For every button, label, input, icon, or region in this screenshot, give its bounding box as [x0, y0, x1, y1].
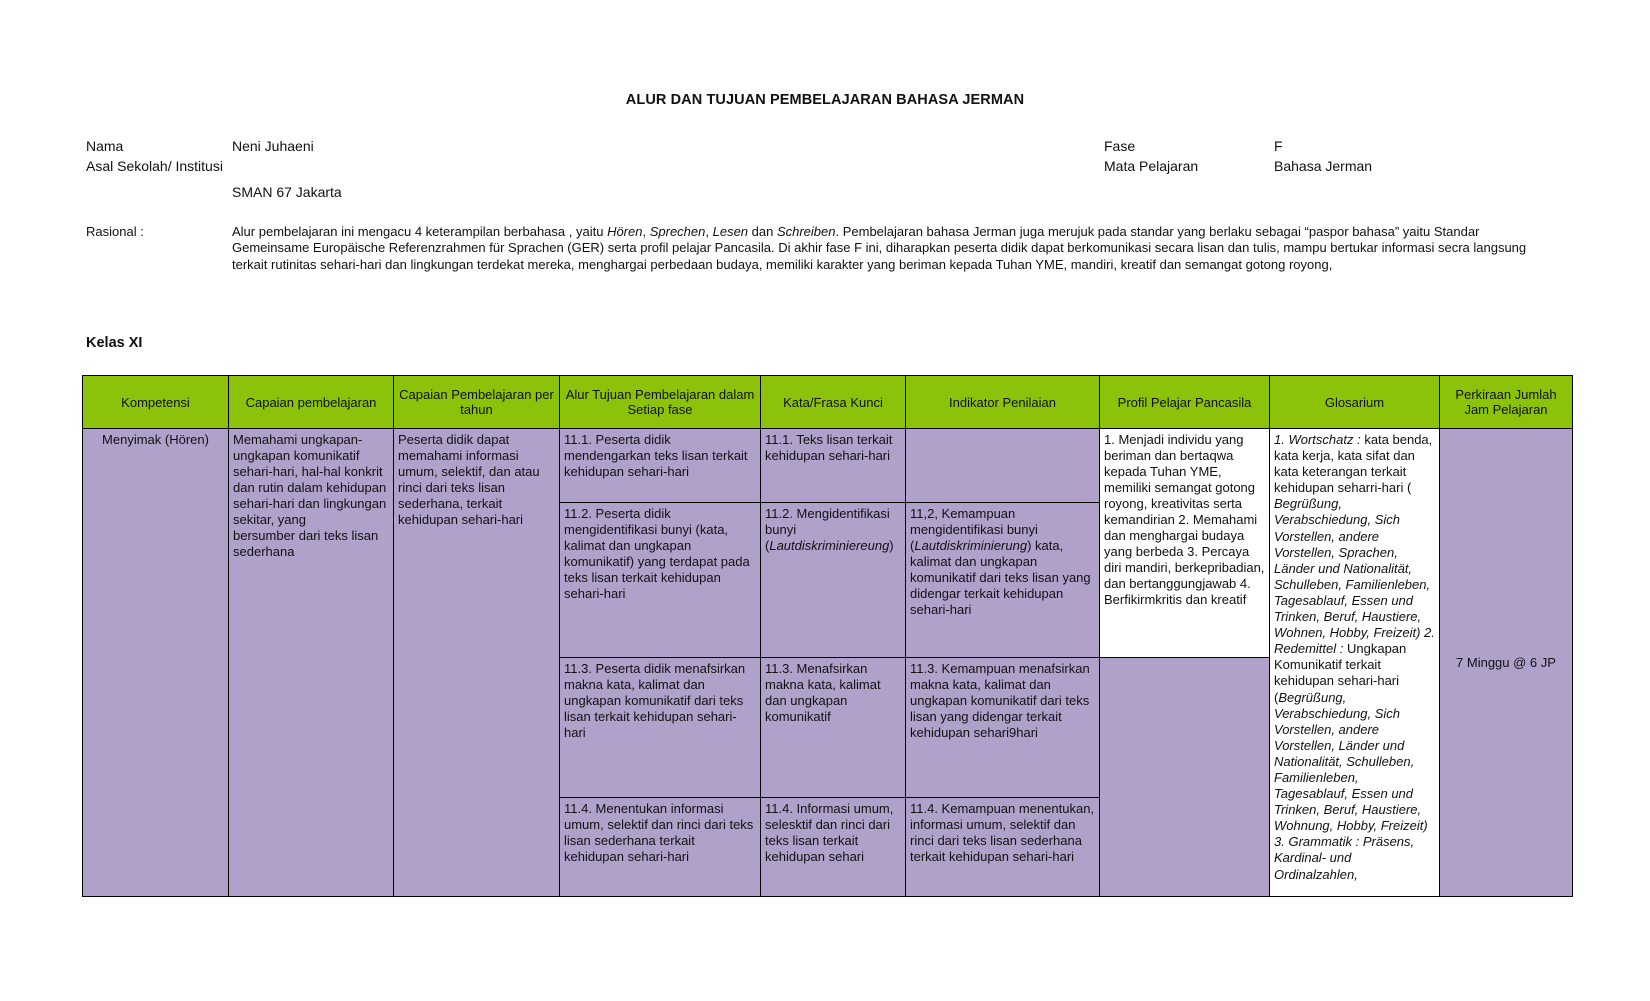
indikator-cell-4: 11.4. Kemampuan menentukan, informasi umum, selektif dan rinci dari teks lisan sederhana terkait kehidupan sehari-hari — [906, 798, 1100, 897]
nama-value: Neni Juhaeni — [232, 138, 314, 154]
kata-cell-2: 11.2. Mengidentifikasi bunyi (Lautdiskriminiereung) — [761, 503, 906, 658]
alur-cell-1: 11.1. Peserta didik mendengarkan teks lisan terkait kehidupan sehari-hari — [560, 429, 761, 503]
header-alur: Alur Tujuan Pembelajaran dalam Setiap fase — [560, 376, 761, 429]
kata-cell-3: 11.3. Menafsirkan makna kata, kalimat dan ungkapan komunikatif — [761, 658, 906, 798]
kata-cell-1: 11.1. Teks lisan terkait kehidupan sehari-hari — [761, 429, 906, 503]
alur-cell-2: 11.2. Peserta didik mengidentifikasi bunyi (kata, kalimat dan ungkapan komunikatif) yang terdapat pada teks lisan terkait kehidupan sehari-hari — [560, 503, 761, 658]
alur-cell-4: 11.4. Menentukan informasi umum, selektif dan rinci dari teks lisan sederhana terkait kehidupan sehari-hari — [560, 798, 761, 897]
document-title: ALUR DAN TUJUAN PEMBELAJARAN BAHASA JERMAN — [625, 92, 1025, 108]
glosarium-cell: 1. Wortschatz : kata benda, kata kerja, kata sifat dan kata keterangan terkait kehidupan seharri-hari ( Begrüßung, Verabschiedung, Sich Vorstellen, andere Vorstellen, Sprachen, Länder und Nationalität, Schulleben, Familienleben, Tagesablauf, Essen und Trinken, Beruf, Haustiere, Wohnen, Hobby, Freizeit) 2. Redemittel : Ungkapan Komunikatif terkait kehidupan sehari-hari (Begrüßung, Verabschiedung, Sich Vorstellen, andere Vorstellen, Länder und Nationalität, Schulleben, Familienleben, Tagesablauf, Essen und Trinken, Beruf, Haustiere, Wohnung, Hobby, Freizeit) 3. Grammatik : Präsens, Kardinal- und Ordinalzahlen, — [1270, 429, 1440, 897]
sekolah-label: Asal Sekolah/ Institusi — [86, 158, 223, 174]
header-kata: Kata/Frasa Kunci — [761, 376, 906, 429]
kompetensi-cell: Menyimak (Hören) — [83, 429, 229, 897]
capaian-tahun-cell: Peserta didik dapat memahami informasi umum, selektif, dan atau rinci dari teks lisan sederhana, terkait kehidupan sehari-hari — [394, 429, 560, 897]
profil-cell: 1. Menjadi individu yang beriman dan bertaqwa kepada Tuhan YME, memiliki semangat gotong royong, kreativitas serta kemandirian 2. Memahami dan menghargai budaya yang berbeda 3. Percaya diri mandiri, berkepribadian, dan bertanggungjawab 4. Berfikirmkritis dan kreatif — [1100, 429, 1270, 658]
header-row — [83, 376, 1573, 429]
mapel-value: Bahasa Jerman — [1274, 158, 1373, 174]
header-glosarium: Glosarium — [1270, 376, 1440, 429]
indikator-cell-2: 11,2, Kemampuan mengidentifikasi bunyi (Lautdiskriminierung) kata, kalimat dan ungkapan komunikatif dari teks lisan yang didengar terkait kehidupan sehari-hari — [906, 503, 1100, 658]
header-capaian-tahun: Capaian Pembelajaran per tahun — [394, 376, 560, 429]
header-capaian: Capaian pembelajaran — [229, 376, 394, 429]
kata-cell-4: 11.4. Informasi umum, selesktif dan rinci dari teks lisan terkait kehidupan sehari — [761, 798, 906, 897]
atp-table — [82, 375, 1573, 897]
alur-cell-3: 11.3. Peserta didik menafsirkan makna kata, kalimat dan ungkapan komunikatif dari teks lisan terkait kehidupan sehari-hari — [560, 658, 761, 798]
table-row — [83, 429, 1573, 503]
mapel-label: Mata Pelajaran — [1104, 158, 1199, 174]
rasional-label: Rasional : — [86, 224, 144, 239]
header-indikator: Indikator Penilaian — [906, 376, 1100, 429]
indikator-cell-1 — [906, 429, 1100, 503]
fase-value: F — [1274, 138, 1283, 154]
capaian-cell: Memahami ungkapan-ungkapan komunikatif sehari-hari, hal-hal konkrit dan rutin dalam kehidupan sehari-hari dan lingkungan sekitar, yang bersumber dari teks lisan sederhana — [229, 429, 394, 897]
header-profil: Profil Pelajar Pancasila — [1100, 376, 1270, 429]
header-perkiraan: Perkiraan Jumlah Jam Pelajaran — [1440, 376, 1573, 429]
indikator-cell-3: 11.3. Kemampuan menafsirkan makna kata, kalimat dan ungkapan komunikatif dari teks lisan yang didengar terkait kehidupan sehari9hari — [906, 658, 1100, 798]
nama-label: Nama — [86, 138, 124, 154]
fase-label: Fase — [1104, 138, 1136, 154]
profil-empty-cell — [1100, 658, 1270, 897]
rasional-text: Alur pembelajaran ini mengacu 4 keterampilan berbahasa , yaitu Hören, Sprechen, Lesen dan Schreiben. Pembelajaran bahasa Jerman juga merujuk pada standar yang berlaku sebagai “paspor bahasa” yaitu Standar Gemeinsame Europäische Referenzrahmen für Sprachen (GER) serta profil pelajar Pancasila. Di akhir fase F ini, diharapkan peserta didik dapat berkomunikasi secara lisan dan tulis, mampu bertukar informasi secra langsung terkait rutinitas sehari-hari dan lingkungan terdekat mereka, menghargai perbedaan budaya, memiliki karakter yang beriman kepada Tuhan YME, mandiri, kreatif dan semangat gotong royong, — [232, 224, 1527, 272]
sekolah-value: SMAN 67 Jakarta — [232, 184, 342, 200]
kelas-heading: Kelas XI — [86, 335, 143, 351]
perkiraan-cell: 7 Minggu @ 6 JP — [1440, 429, 1573, 897]
header-kompetensi: Kompetensi — [83, 376, 229, 429]
